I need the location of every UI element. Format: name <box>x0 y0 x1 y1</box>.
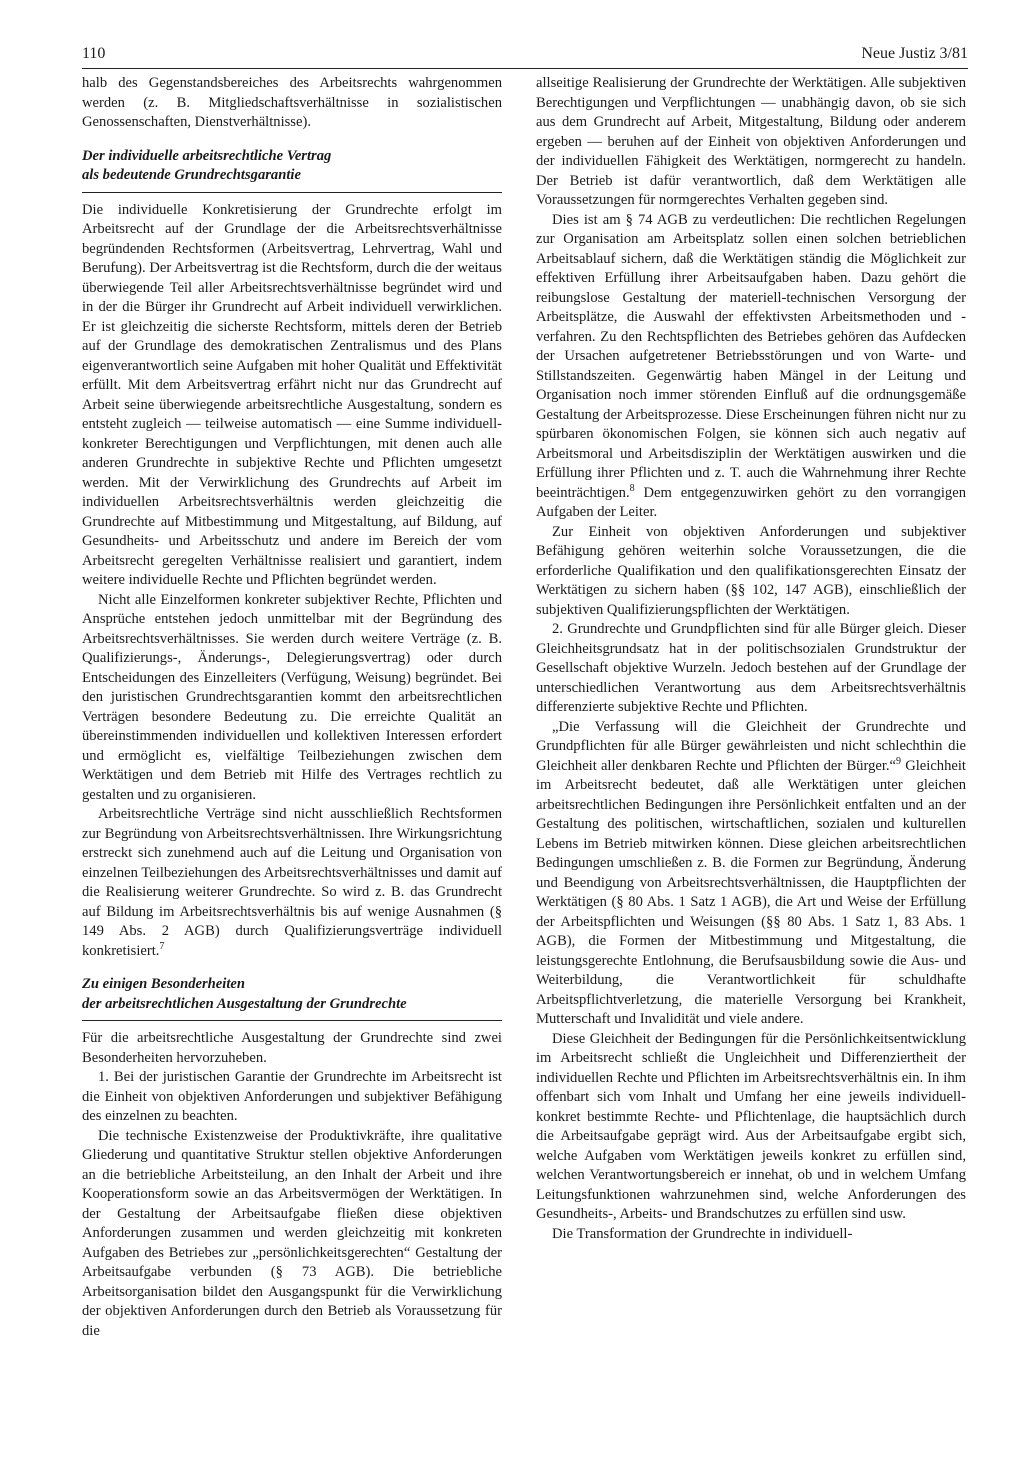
section-heading-contract <box>82 147 502 193</box>
page-number: 110 <box>82 45 106 62</box>
heading-line: Der individuelle arbeitsrechtliche Vertrag <box>82 147 332 164</box>
footnote-ref: 8 <box>629 482 635 494</box>
footnote-ref: 7 <box>159 940 165 952</box>
paragraph <box>536 718 966 1030</box>
journal-issue: Neue Justiz 3/81 <box>861 45 968 62</box>
paragraph: Die Transformation der Grundrechte in individuell- <box>552 1225 853 1242</box>
paragraph: Für die arbeitsrechtliche Ausgestaltung der Grundrechte sind zwei Besonderheiten hervorzuheben. <box>82 1030 502 1066</box>
paragraph: Zur Einheit von objektiven Anforderungen und subjektiver Befähigung gehören weiterhin solche Voraussetzungen, die die erforderliche Qualifikation und den qualifikationsgerechten Einsatz der Werktätigen zu sichern haben (§§ 102, 147 AGB), einschließlich der subjektiven Qualifizierungspflichten der Werktätigen. <box>536 523 966 618</box>
paragraph: allseitige Realisierung der Grundrechte der Werktätigen. Alle subjektiven Berechtigungen und Verpflichtungen — unabhängig davon, ob sie sich aus dem Grundrecht auf Arbeit, Mitgestaltung, Bildung oder anderem ergeben — beruhen auf der Einheit von objektiven Anforderungen und der individuellen Fähigkeit des Werktätigen, normgerecht zu handeln. Der Betrieb ist dafür verantwortlich, daß dem Werktätigen alle Voraussetzungen für normgerechtes Verhalten gegeben sind. <box>536 75 966 208</box>
paragraph <box>82 805 502 961</box>
paragraph: Die technische Existenzweise der Produktivkräfte, ihre qualitative Gliederung und quantitative Struktur stellen objektive Anforderungen an die betriebliche Arbeitsteilung, an den Inhalt der Arbeit und ihre Kooperationsform sowie an das Arbeitsvermögen der Werktätigen. In der Gestaltung der Arbeitsaufgabe fließen diese objektiven Anforderungen zusammen und werden gleichzeitig mit konkreten Aufgaben des Betriebes zur „persönlichkeitsgerechten“ Gestaltung der Arbeitsaufgabe verbunden (§ 73 AGB). Die betriebliche Arbeitsorganisation bildet den Ausgangspunkt für die Verwirklichung der objektiven Anforderungen durch den Betrieb als Voraussetzung für die <box>82 1127 502 1339</box>
paragraph: Die individuelle Konkretisierung der Grundrechte erfolgt im Arbeitsrecht auf der Grundlage der die Arbeitsrechtsverhältnisse begründenden Rechtsformen (Arbeitsvertrag, Lehrvertrag, Wahl und Berufung). Der Arbeitsvertrag ist die Rechtsform, durch die der weitaus überwiegende Teil aller Arbeitsrechtsverhältnisse begründet wird und in der die Bürger ihr Grundrecht auf Arbeit individuell verwirklichen. Er ist gleichzeitig die sicherste Rechtsform, mittels deren der Betrieb auf der Grundlage des demokratischen Zentralismus und des Plans eigenverantwortlich seine Aufgaben mit hoher Qualität und Effektivität erfüllt. Mit dem Arbeitsvertrag erfährt nicht nur das Grundrecht auf Arbeit seine überwiegende arbeitsrechtliche Ausgestaltung, sondern es entsteht zugleich — teilweise automatisch — eine Summe individuell-konkreter Berechtigungen und Verpflichtungen, mit denen auch alle anderen Grundrechte in subjektive Rechte und Pflichten umgesetzt werden. Mit der Verwirklichung des Grundrechts auf Arbeit im individuellen Arbeitsrechtsverhältnis werden gleichzeitig die Grundrechte auf Mitbestimmung und Mitgestaltung, auf Bildung, auf Gesundheits- und Arbeitsschutz und andere im Bereich der vom Arbeitsrecht geregelten Verhältnisse realisiert und garantiert, indem weitere individuelle Rechte und Pflichten begründet werden. <box>82 201 502 588</box>
right-column <box>536 74 966 1244</box>
header-rule <box>82 68 968 69</box>
paragraph: 2. Grundrechte und Grundpflichten sind für alle Bürger gleich. Dieser Gleichheitsgrundsatz hat in der politischsozialen Grundstruktur der Gesellschaft objektive Wurzeln. Jedoch bestehen auf der Grundlage der unterschiedlichen Verantwortung aus dem Arbeitsrechtsverhältnis differenzierte subjektive Rechte und Pflichten. <box>536 621 966 715</box>
paragraph-text: Dies ist am § 74 AGB zu verdeutlichen: Die rechtlichen Regelungen zur Organisation am Arbeitsplatz sollen einen solchen betrieblichen Arbeitsablauf sichern, daß die Werktätigen ständig die Möglichkeit zur effektiven Erfüllung ihrer Arbeitsaufgaben haben. Dazu gehört die reibungslose Gestaltung der materiell-technischen Versorgung der Arbeitsplätze, die Auswahl der effektivsten Arbeitsmethoden und -verfahren. Zu den Rechtspflichten des Betriebes gehören das Aufdecken der Ursachen aufgetretener Betriebsstörungen und von Warte- und Stillstandszeiten. Gegenwärtig haben Mängel in der Leitung und Organisation noch immer störenden Einfluß auf die ordnungsgemäße Gestaltung der Arbeitsprozesse. Diese Erscheinungen führen nicht nur zu spürbaren ökonomischen Folgen, sie können sich auch negativ auf Arbeitsmoral und Arbeitsdisziplin der Werktätigen auswirken und die Erfüllung ihrer Pflichten und z. T. auch die Wahrnehmung ihrer Rechte beeinträchtigen. <box>536 211 966 501</box>
paragraph: 1. Bei der juristischen Garantie der Grundrechte im Arbeitsrecht ist die Einheit von objektiven Anforderungen und subjektiver Befähigung des einzelnen zu beachten. <box>82 1069 502 1124</box>
quotation: „Die Verfassung will die Gleichheit der Grundrechte und Grundpflichten für alle Bürger gewährleisten und nicht schlechthin die Gleichheit aller denkbaren Rechte und Pflichten der Bürger.“ <box>536 718 966 774</box>
paragraph: halb des Gegenstandsbereiches des Arbeitsrechts wahrgenommen werden (z. B. Mitgliedschaftsverhältnisse in sozialistischen Genossenschaften, Dienstverhältnisse). <box>82 75 502 130</box>
left-column <box>82 74 502 1341</box>
heading-line: Zu einigen Besonderheiten <box>82 976 245 992</box>
section-heading-particularities <box>82 975 502 1021</box>
paragraph: Nicht alle Einzelformen konkreter subjektiver Rechte, Pflichten und Ansprüche entstehen jedoch unmittelbar mit der Begründung des Arbeitsrechtsverhältnisses. Sie werden durch weitere Verträge (z. B. Qualifizierungs-, Änderungs-, Delegierungsvertrag) oder durch Entscheidungen des Einzelleiters (Verfügung, Weisung) begründet. Bei den juristischen Grundrechtsgarantien kommt den arbeitsrechtlichen Verträgen besondere Bedeutung zu. Die erreichte Qualität an übereinstimmenden individuellen und kollektiven Interessen erfordert und ermöglicht es, vielfältige Teilbeziehungen zwischen dem Werktätigen und dem Betrieb mit Hilfe des Vertrages rechtlich zu gestalten und zu organisieren. <box>82 591 502 803</box>
paragraph-text: Dem entgegenzuwirken gehört zu den vorrangigen Aufgaben der Leiter. <box>536 484 966 520</box>
footnote-ref: 9 <box>896 755 902 767</box>
paragraph-text: Gleichheit im Arbeitsrecht bedeutet, daß alle Werktätigen unter gleichen arbeitsrechtlichen Bedingungen ihre Persönlichkeit entfalten und an der Gestaltung des politischen, wirtschaftlichen, sozialen und kulturellen Lebens im Betrieb mitwirken können. Diese gleichen arbeitsrechtlichen Bedingungen umschließen z. B. die Formen zur Begründung, Änderung und Beendigung von Arbeitsrechtsverhältnissen, die Hauptpflichten der Werktätigen (§ 80 Abs. 1 Satz 1 AGB), die Art und Weise der Erfüllung der Arbeitspflichten und Weisungen (§§ 80 Abs. 1 Satz 1, 83 Abs. 1 AGB), die Formen der Mitbestimmung und Mitgestaltung, die leistungsgerechte Entlohnung, die Berufsausbildung sowie die Aus- und Weiterbildung, die Verantwortlichkeit für schuldhafte Arbeitspflichtverletzung, die materielle Versorgung bei Krankheit, Mutterschaft und Invalidität und viele andere. <box>536 757 966 1027</box>
heading-line: als bedeutende Grundrechtsgarantie <box>82 167 301 183</box>
paragraph <box>536 211 966 523</box>
heading-line: der arbeitsrechtlichen Ausgestaltung der Grundrechte <box>82 995 407 1012</box>
paragraph-text: Arbeitsrechtliche Verträge sind nicht ausschließlich Rechtsformen zur Begründung von Arbeitsrechtsverhältnissen. Ihre Wirkungsrichtung erstreckt sich zunehmend auch auf die Leitung und Organisation von einzelnen Teilbeziehungen des Arbeitsrechtsverhältnisses und damit auf die Realisierung weiterer Grundrechte. So wird z. B. das Grundrecht auf Bildung im Arbeitsrechtsverhältnis bis auf wenige Ausnahmen (§ 149 Abs. 2 AGB) durch Qualifizierungsverträge individuell konkretisiert. <box>82 806 502 959</box>
paragraph: Diese Gleichheit der Bedingungen für die Persönlichkeitsentwicklung im Arbeitsrecht schließt die Ungleichheit und Differenziertheit der individuellen Rechte und Pflichten im Arbeitsrechtsverhältnis ein. In ihm offenbart sich vom Inhalt und Umfang her eine jeweils individuell-konkret bestimmte Rechte- und Pflichtenlage, die hauptsächlich durch die Arbeitsaufgabe geprägt wird. Aus der Arbeitsaufgabe ergibt sich, welche Aufgaben vom Werktätigen jeweils konkret zu erfüllen sind, welchen Verantwortungsbereich er innehat, ob und in welchem Umfang Leitungsfunktionen wahrzunehmen sind, welche Anforderungen des Gesundheits-, Arbeits- und Brandschutzes zu erfüllen sind usw. <box>536 1030 966 1222</box>
